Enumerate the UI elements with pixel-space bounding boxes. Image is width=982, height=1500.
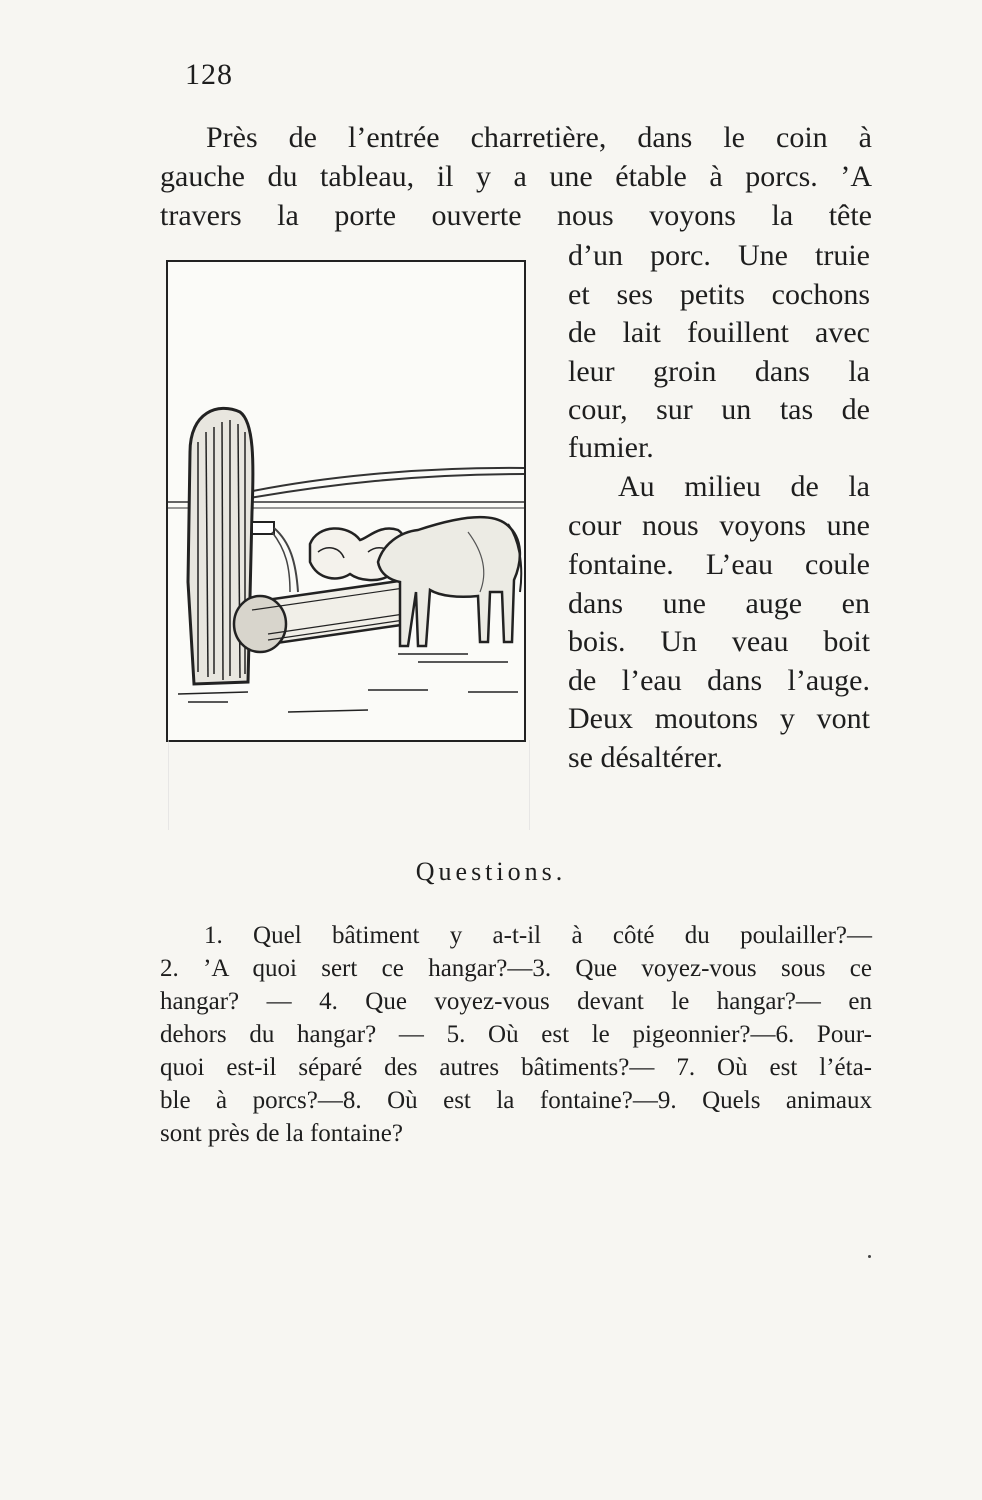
paragraph-line: bois. Un veau boit: [568, 625, 870, 658]
page-number: 128: [185, 58, 233, 91]
question-line: 2. ’A quoi sert ce hangar?—3. Que voyez-vous sous ce: [160, 955, 872, 982]
paragraph-line: gauche du tableau, il y a une étable à porcs. ’A: [160, 160, 872, 193]
paragraph-line: cour nous voyons une: [568, 509, 870, 542]
paragraph-line: travers la porte ouverte nous voyons la tête: [160, 199, 872, 232]
fountain-scene-drawing: [168, 262, 524, 740]
ink-speck: [868, 1255, 871, 1258]
paragraph-line: fontaine. L’eau coule: [568, 548, 870, 581]
fountain-illustration: [166, 260, 526, 742]
question-line: dehors du hangar? — 5. Où est le pigeonnier?—6. Pour-: [160, 1021, 872, 1048]
question-line: ble à porcs?—8. Où est la fontaine?—9. Quels animaux: [160, 1087, 872, 1114]
paragraph-line: de l’eau dans l’auge.: [568, 664, 870, 697]
paragraph-line: Deux moutons y vont: [568, 702, 870, 735]
paragraph-line: d’un porc. Une truie: [568, 239, 870, 272]
paragraph-line: leur groin dans la: [568, 355, 870, 388]
paragraph-line: dans une auge en: [568, 587, 870, 620]
bleed-through-shadow: [168, 740, 530, 830]
questions-heading: Questions.: [415, 857, 567, 886]
paragraph-line: fumier.: [568, 431, 654, 464]
question-line: sont près de la fontaine?: [160, 1120, 403, 1147]
paragraph-line: de lait fouillent avec: [568, 316, 870, 349]
question-line: hangar? — 4. Que voyez-vous devant le hangar?— en: [160, 988, 872, 1015]
paragraph-line: Au milieu de la: [618, 470, 870, 503]
question-line: 1. Quel bâtiment y a-t-il à côté du poulailler?—: [204, 922, 872, 949]
paragraph-line: cour, sur un tas de: [568, 393, 870, 426]
question-line: quoi est-il séparé des autres bâtiments?— 7. Où est l’éta-: [160, 1054, 872, 1081]
paragraph-line: et ses petits cochons: [568, 278, 870, 311]
paragraph-line: se désaltérer.: [568, 741, 723, 774]
paragraph-line: Près de l’entrée charretière, dans le coin à: [206, 121, 872, 154]
